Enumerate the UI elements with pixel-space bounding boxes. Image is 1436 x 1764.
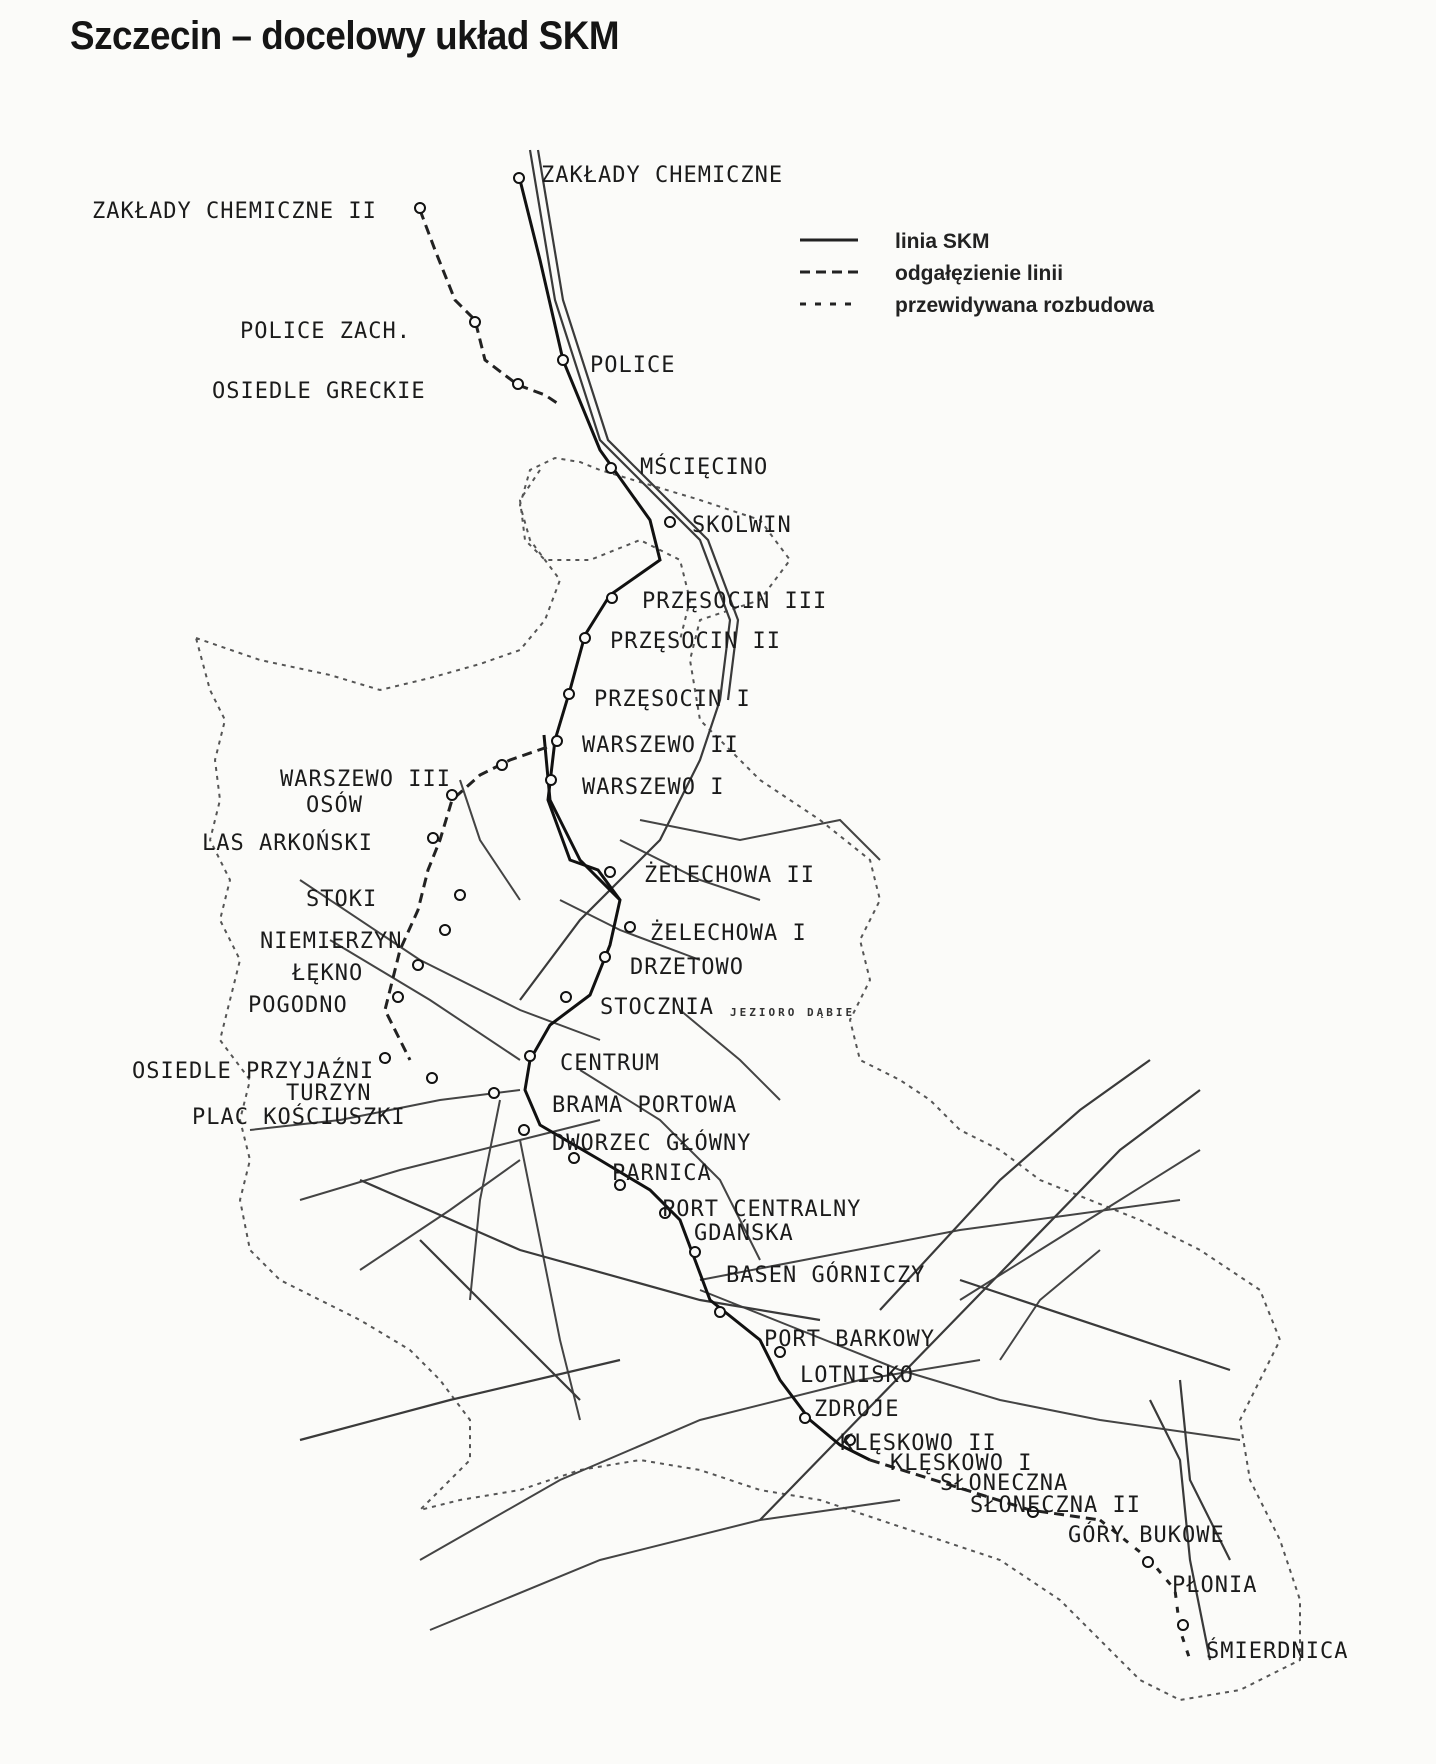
station-label-zaklady-chemiczne-ii: ZAKŁADY CHEMICZNE II (92, 199, 377, 224)
station-label-zdroje: ZDROJE (814, 1397, 900, 1422)
station-label-zaklady-chemiczne: ZAKŁADY CHEMICZNE (541, 163, 784, 188)
legend-label-line: linia SKM (895, 230, 990, 253)
station-label-zelechowa-ii: ŻELECHOWA II (644, 863, 815, 888)
rail-network (300, 150, 1230, 1660)
page-title: Szczecin – docelowy układ SKM (70, 14, 620, 58)
station-label-lekno: ŁĘKNO (292, 961, 364, 986)
station-label-stoki: STOKI (306, 887, 378, 912)
station-label-basen-gorniczy: BASEN GÓRNICZY (726, 1263, 926, 1288)
station-label-gdanska: GDAŃSKA (694, 1221, 794, 1246)
station-label-warszewo-ii: WARSZEWO II (582, 733, 739, 758)
station-label-brama-portowa: BRAMA PORTOWA (552, 1093, 738, 1118)
station-label-osiedle-greckie: OSIEDLE GRECKIE (212, 379, 426, 404)
station-label-niemierzyn: NIEMIERZYN (260, 929, 403, 954)
legend-label-branch: odgałęzienie linii (895, 262, 1064, 285)
station-label-centrum: CENTRUM (560, 1051, 660, 1076)
station-label-przesocin-iii: PRZĘSOCIN III (642, 589, 828, 614)
station-label-kleskowo-ii: KLĘSKOWO II (840, 1431, 997, 1456)
station-label-pogodno: POGODNO (248, 993, 348, 1018)
station-label-warszewo-i: WARSZEWO I (582, 775, 725, 800)
station-label-przesocin-ii: PRZĘSOCIN II (610, 629, 781, 654)
station-label-mscięcino: MŚCIĘCINO (640, 455, 769, 480)
station-label-plac-kosciuszki: PLAC KOŚCIUSZKI (192, 1105, 406, 1130)
station-label-police-zach: POLICE ZACH. (240, 319, 411, 344)
legend-label-planned: przewidywana rozbudowa (895, 294, 1155, 317)
station-label-przesocin-i: PRZĘSOCIN I (594, 687, 751, 712)
station-label-parnica: PARNICA (612, 1161, 712, 1186)
station-label-smierdnica: ŚMIERDNICA (1206, 1639, 1349, 1664)
station-label-zelechowa-i: ŻELECHOWA I (650, 921, 807, 946)
station-label-gory-bukowe: GÓRY BUKOWE (1068, 1523, 1225, 1548)
station-label-police: POLICE (590, 353, 676, 378)
station-markers (380, 173, 1188, 1630)
legend (800, 230, 1154, 317)
station-label-skolwin: SKOLWIN (692, 513, 792, 538)
station-label-plonia: PŁONIA (1172, 1573, 1258, 1598)
station-label-osiedle-przyjazni: OSIEDLE PRZYJAŹNI (132, 1059, 375, 1084)
station-label-dworzec-glowny: DWORZEC GŁÓWNY (552, 1131, 752, 1156)
station-label-port-barkowy: PORT BARKOWY (764, 1327, 935, 1352)
station-label-warszewo-iii: WARSZEWO III (280, 767, 451, 792)
branch-line-police-zach (420, 210, 560, 405)
station-labels (92, 163, 1348, 1664)
lake-label: JEZIORO DĄBIE (730, 1006, 856, 1019)
station-label-las-arkonski: LAS ARKOŃSKI (202, 831, 373, 856)
station-label-sloneczna: SŁONECZNA (940, 1471, 1069, 1496)
station-label-stocznia: STOCZNIA (600, 995, 714, 1020)
station-label-turzyn: TURZYN (286, 1081, 372, 1106)
station-label-osow: OSÓW (306, 793, 363, 818)
station-label-kleskowo-i: KLĘSKOWO I (890, 1451, 1033, 1476)
station-label-drzetowo: DRZETOWO (630, 955, 744, 980)
station-label-sloneczna-ii: SŁONECZNA II (970, 1493, 1141, 1518)
station-label-lotnisko: LOTNISKO (800, 1363, 914, 1388)
station-label-port-centralny: PORT CENTRALNY (662, 1197, 862, 1222)
